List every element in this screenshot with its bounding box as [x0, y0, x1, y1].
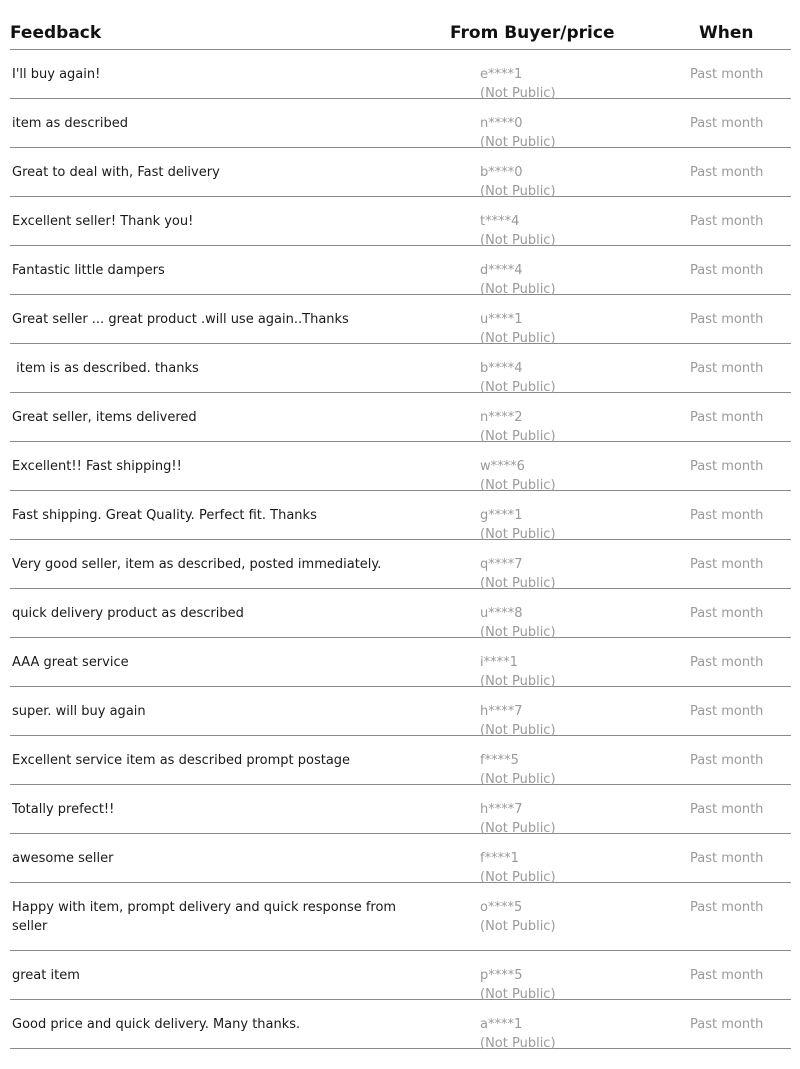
buyer-cell — [480, 212, 556, 250]
buyer-name: g****1 — [480, 508, 523, 523]
header-feedback: Feedback — [10, 23, 102, 43]
buyer-visibility: (Not Public) — [480, 478, 556, 493]
header-when: When — [699, 23, 754, 43]
buyer-cell — [480, 555, 556, 593]
buyer-visibility: (Not Public) — [480, 576, 556, 591]
buyer-cell — [480, 653, 556, 691]
feedback-when: Past month — [690, 968, 764, 983]
buyer-visibility: (Not Public) — [480, 625, 556, 640]
feedback-when: Past month — [690, 900, 764, 915]
feedback-when: Past month — [690, 851, 764, 866]
buyer-cell — [480, 506, 556, 544]
feedback-when: Past month — [690, 802, 764, 817]
buyer-cell — [480, 65, 556, 103]
buyer-visibility: (Not Public) — [480, 772, 556, 787]
feedback-when: Past month — [690, 508, 764, 523]
feedback-when: Past month — [690, 312, 764, 327]
feedback-when: Past month — [690, 214, 764, 229]
buyer-visibility: (Not Public) — [480, 821, 556, 836]
buyer-visibility: (Not Public) — [480, 184, 556, 199]
buyer-cell — [480, 604, 556, 642]
table-row — [10, 951, 791, 1000]
feedback-when: Past month — [690, 655, 764, 670]
buyer-name: f****5 — [480, 753, 519, 768]
feedback-when: Past month — [690, 263, 764, 278]
feedback-when: Past month — [690, 361, 764, 376]
buyer-cell — [480, 261, 556, 299]
buyer-name: p****5 — [480, 968, 523, 983]
buyer-visibility: (Not Public) — [480, 723, 556, 738]
buyer-name: b****0 — [480, 165, 523, 180]
feedback-comment: Fast shipping. Great Quality. Perfect fit. Thanks — [12, 508, 317, 523]
table-row — [10, 736, 791, 785]
buyer-visibility: (Not Public) — [480, 135, 556, 150]
feedback-comment: Good price and quick delivery. Many thanks. — [12, 1017, 301, 1032]
feedback-comment: awesome seller — [12, 851, 114, 866]
feedback-comment: quick delivery product as described — [12, 606, 244, 621]
feedback-comment: great item — [12, 968, 80, 983]
feedback-comment: Very good seller, item as described, posted immediately. — [12, 557, 382, 572]
table-header — [10, 0, 791, 50]
table-row — [10, 197, 791, 246]
feedback-comment: item is as described. thanks — [12, 361, 199, 376]
buyer-name: u****8 — [480, 606, 523, 621]
buyer-name: w****6 — [480, 459, 525, 474]
table-row — [10, 148, 791, 197]
buyer-visibility: (Not Public) — [480, 987, 556, 1002]
table-row — [10, 99, 791, 148]
feedback-comment: Excellent!! Fast shipping!! — [12, 459, 182, 474]
table-row — [10, 442, 791, 491]
buyer-cell — [480, 163, 556, 201]
feedback-when: Past month — [690, 1017, 764, 1032]
buyer-name: n****2 — [480, 410, 523, 425]
buyer-cell — [480, 114, 556, 152]
buyer-cell — [480, 408, 556, 446]
buyer-cell — [480, 898, 556, 936]
table-row — [10, 540, 791, 589]
feedback-comment: Happy with item, prompt delivery and quick response from seller — [12, 900, 401, 934]
table-row — [10, 638, 791, 687]
buyer-visibility: (Not Public) — [480, 282, 556, 297]
buyer-name: a****1 — [480, 1017, 523, 1032]
buyer-name: t****4 — [480, 214, 520, 229]
buyer-visibility: (Not Public) — [480, 233, 556, 248]
buyer-cell — [480, 1015, 556, 1053]
table-row — [10, 295, 791, 344]
buyer-name: h****7 — [480, 802, 523, 817]
feedback-comment: item as described — [12, 116, 129, 131]
feedback-comment: Excellent seller! Thank you! — [12, 214, 194, 229]
buyer-name: q****7 — [480, 557, 523, 572]
feedback-when: Past month — [690, 606, 764, 621]
table-row — [10, 687, 791, 736]
buyer-name: e****1 — [480, 67, 523, 82]
buyer-cell — [480, 966, 556, 1004]
feedback-comment: Great seller, items delivered — [12, 410, 197, 425]
buyer-name: u****1 — [480, 312, 523, 327]
buyer-name: n****0 — [480, 116, 523, 131]
table-row — [10, 589, 791, 638]
buyer-visibility: (Not Public) — [480, 674, 556, 689]
buyer-name: h****7 — [480, 704, 523, 719]
header-from-buyer-price: From Buyer/price — [450, 23, 615, 43]
feedback-when: Past month — [690, 753, 764, 768]
feedback-comment: I'll buy again! — [12, 67, 101, 82]
buyer-name: f****1 — [480, 851, 519, 866]
buyer-cell — [480, 702, 556, 740]
table-row — [10, 491, 791, 540]
buyer-cell — [480, 359, 556, 397]
feedback-when: Past month — [690, 410, 764, 425]
feedback-when: Past month — [690, 459, 764, 474]
table-row — [10, 246, 791, 295]
feedback-comment: super. will buy again — [12, 704, 146, 719]
buyer-name: d****4 — [480, 263, 523, 278]
feedback-when: Past month — [690, 557, 764, 572]
feedback-comment: Totally prefect!! — [12, 802, 115, 817]
feedback-rows — [10, 50, 791, 1049]
table-row — [10, 834, 791, 883]
buyer-visibility: (Not Public) — [480, 919, 556, 934]
feedback-comment: AAA great service — [12, 655, 129, 670]
buyer-name: b****4 — [480, 361, 523, 376]
buyer-visibility: (Not Public) — [480, 86, 556, 101]
buyer-cell — [480, 849, 556, 887]
buyer-name: i****1 — [480, 655, 518, 670]
buyer-visibility: (Not Public) — [480, 527, 556, 542]
buyer-visibility: (Not Public) — [480, 429, 556, 444]
buyer-cell — [480, 751, 556, 789]
feedback-comment: Great seller ... great product .will use again..Thanks — [12, 312, 349, 327]
feedback-table — [10, 0, 791, 1049]
buyer-visibility: (Not Public) — [480, 870, 556, 885]
feedback-when: Past month — [690, 67, 764, 82]
feedback-comment: Great to deal with, Fast delivery — [12, 165, 220, 180]
table-row — [10, 1000, 791, 1049]
feedback-comment: Excellent service item as described prompt postage — [12, 753, 351, 768]
table-row — [10, 785, 791, 834]
feedback-when: Past month — [690, 116, 764, 131]
buyer-cell — [480, 457, 556, 495]
feedback-comment: Fantastic little dampers — [12, 263, 165, 278]
buyer-cell — [480, 800, 556, 838]
table-row — [10, 883, 791, 951]
feedback-when: Past month — [690, 165, 764, 180]
feedback-when: Past month — [690, 704, 764, 719]
table-row — [10, 344, 791, 393]
table-row — [10, 393, 791, 442]
buyer-visibility: (Not Public) — [480, 1036, 556, 1051]
buyer-visibility: (Not Public) — [480, 331, 556, 346]
table-row — [10, 50, 791, 99]
buyer-cell — [480, 310, 556, 348]
buyer-visibility: (Not Public) — [480, 380, 556, 395]
buyer-name: o****5 — [480, 900, 523, 915]
